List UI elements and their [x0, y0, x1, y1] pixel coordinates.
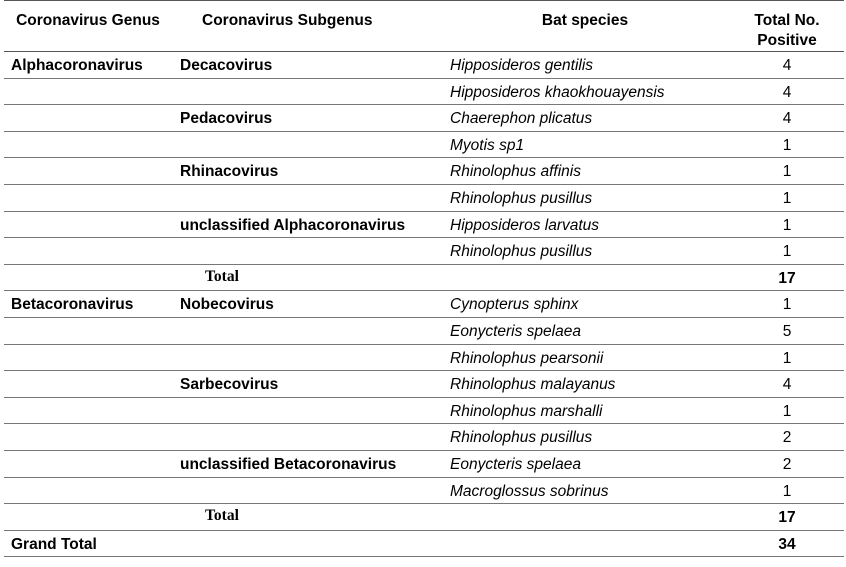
count-cell: 4	[782, 376, 792, 394]
bat-species-cell: Eonycteris spelaea	[450, 455, 581, 473]
header-subgenus: Coronavirus Subgenus	[172, 1, 440, 52]
subtotal-spacer	[440, 504, 730, 531]
table-row	[4, 450, 844, 477]
bat-species-cell: Rhinolophus marshalli	[450, 402, 603, 420]
table-row	[4, 424, 844, 451]
table-row	[4, 131, 844, 158]
grand-total-spacer	[172, 530, 440, 557]
bat-species-cell: Rhinolophus affinis	[450, 163, 581, 181]
count-cell: 2	[782, 455, 792, 473]
subtotal-row	[4, 264, 844, 291]
subtotal-row	[4, 504, 844, 531]
subgenus-cell	[172, 344, 440, 371]
table-row	[4, 78, 844, 105]
subtotal-spacer	[440, 264, 730, 291]
genus-cell: Alphacoronavirus	[11, 57, 143, 74]
genus-cell	[4, 211, 172, 238]
subtotal-value: 17	[778, 269, 796, 287]
table-header	[4, 1, 844, 52]
table-row	[4, 344, 844, 371]
table-row	[4, 317, 844, 344]
subgenus-cell: unclassified Betacoronavirus	[180, 455, 397, 473]
bat-species-cell: Myotis sp1	[450, 136, 525, 154]
bat-species-cell: Rhinolophus pusillus	[450, 243, 593, 261]
subgenus-cell	[172, 238, 440, 265]
header-bat-species: Bat species	[440, 1, 730, 52]
bat-species-cell: Hipposideros khaokhouayensis	[450, 83, 665, 101]
grand-total-row	[4, 530, 844, 557]
count-cell: 1	[782, 216, 792, 234]
grand-total-spacer	[440, 530, 730, 557]
subtotal-label: Total	[205, 267, 239, 285]
subgenus-cell	[172, 78, 440, 105]
count-cell: 2	[782, 429, 792, 447]
genus-cell	[4, 344, 172, 371]
bat-species-cell: Rhinolophus pusillus	[450, 429, 593, 447]
bat-species-cell: Rhinolophus pusillus	[450, 189, 593, 207]
table-row	[4, 184, 844, 211]
header-genus: Coronavirus Genus	[4, 1, 172, 52]
genus-cell	[4, 158, 172, 185]
subgenus-cell: Nobecovirus	[180, 296, 274, 314]
subgenus-cell: unclassified Alphacoronavirus	[180, 216, 406, 234]
subgenus-cell: Sarbecovirus	[180, 376, 279, 394]
subgenus-cell	[172, 131, 440, 158]
header-total-positive: Total No. Positive	[730, 1, 844, 52]
subgenus-cell	[172, 477, 440, 504]
subgenus-cell: Decacovirus	[180, 57, 273, 74]
subtotal-spacer	[4, 264, 172, 291]
table-row	[4, 158, 844, 185]
bat-species-cell: Rhinolophus malayanus	[450, 376, 616, 394]
bat-species-cell: Chaerephon plicatus	[450, 110, 593, 128]
grand-total-label: Grand Total	[11, 535, 97, 553]
subtotal-value: 17	[778, 509, 796, 527]
count-cell: 1	[782, 136, 792, 154]
subgenus-cell	[172, 397, 440, 424]
table-body	[4, 52, 844, 557]
bat-species-cell: Cynopterus sphinx	[450, 296, 579, 314]
bat-species-cell: Hipposideros gentilis	[450, 57, 594, 74]
count-cell: 1	[782, 402, 792, 420]
table-row	[4, 238, 844, 265]
count-cell: 1	[782, 163, 792, 181]
count-cell: 5	[782, 322, 792, 340]
header-row	[4, 1, 844, 52]
genus-cell	[4, 397, 172, 424]
genus-cell	[4, 131, 172, 158]
count-cell: 4	[782, 83, 792, 101]
table-row	[4, 397, 844, 424]
genus-cell	[4, 78, 172, 105]
bat-species-cell: Hipposideros larvatus	[450, 216, 600, 234]
genus-cell	[4, 238, 172, 265]
count-cell: 1	[782, 296, 792, 314]
table-row	[4, 105, 844, 132]
count-cell: 4	[782, 110, 792, 128]
bat-coronavirus-table	[4, 0, 844, 557]
table-row	[4, 371, 844, 398]
genus-cell	[4, 371, 172, 398]
genus-cell	[4, 450, 172, 477]
genus-cell	[4, 477, 172, 504]
genus-cell: Betacoronavirus	[11, 296, 134, 314]
table-row	[4, 291, 844, 318]
subgenus-cell: Rhinacovirus	[180, 163, 279, 181]
count-cell: 4	[782, 57, 792, 74]
bat-species-cell: Eonycteris spelaea	[450, 322, 581, 340]
genus-cell	[4, 317, 172, 344]
subgenus-cell	[172, 317, 440, 344]
table-row	[4, 211, 844, 238]
bat-species-cell: Rhinolophus pearsonii	[450, 349, 604, 367]
genus-cell	[4, 184, 172, 211]
subtotal-spacer	[4, 504, 172, 531]
genus-cell	[4, 105, 172, 132]
subgenus-cell	[172, 184, 440, 211]
table-row	[4, 52, 844, 79]
subgenus-cell: Pedacovirus	[180, 110, 273, 128]
count-cell: 1	[782, 189, 792, 207]
count-cell: 1	[782, 243, 792, 261]
count-cell: 1	[782, 482, 792, 500]
table-row	[4, 477, 844, 504]
bat-species-cell: Macroglossus sobrinus	[450, 482, 609, 500]
count-cell: 1	[782, 349, 792, 367]
subgenus-cell	[172, 424, 440, 451]
genus-cell	[4, 424, 172, 451]
grand-total-value: 34	[778, 535, 796, 553]
subtotal-label: Total	[205, 507, 239, 525]
